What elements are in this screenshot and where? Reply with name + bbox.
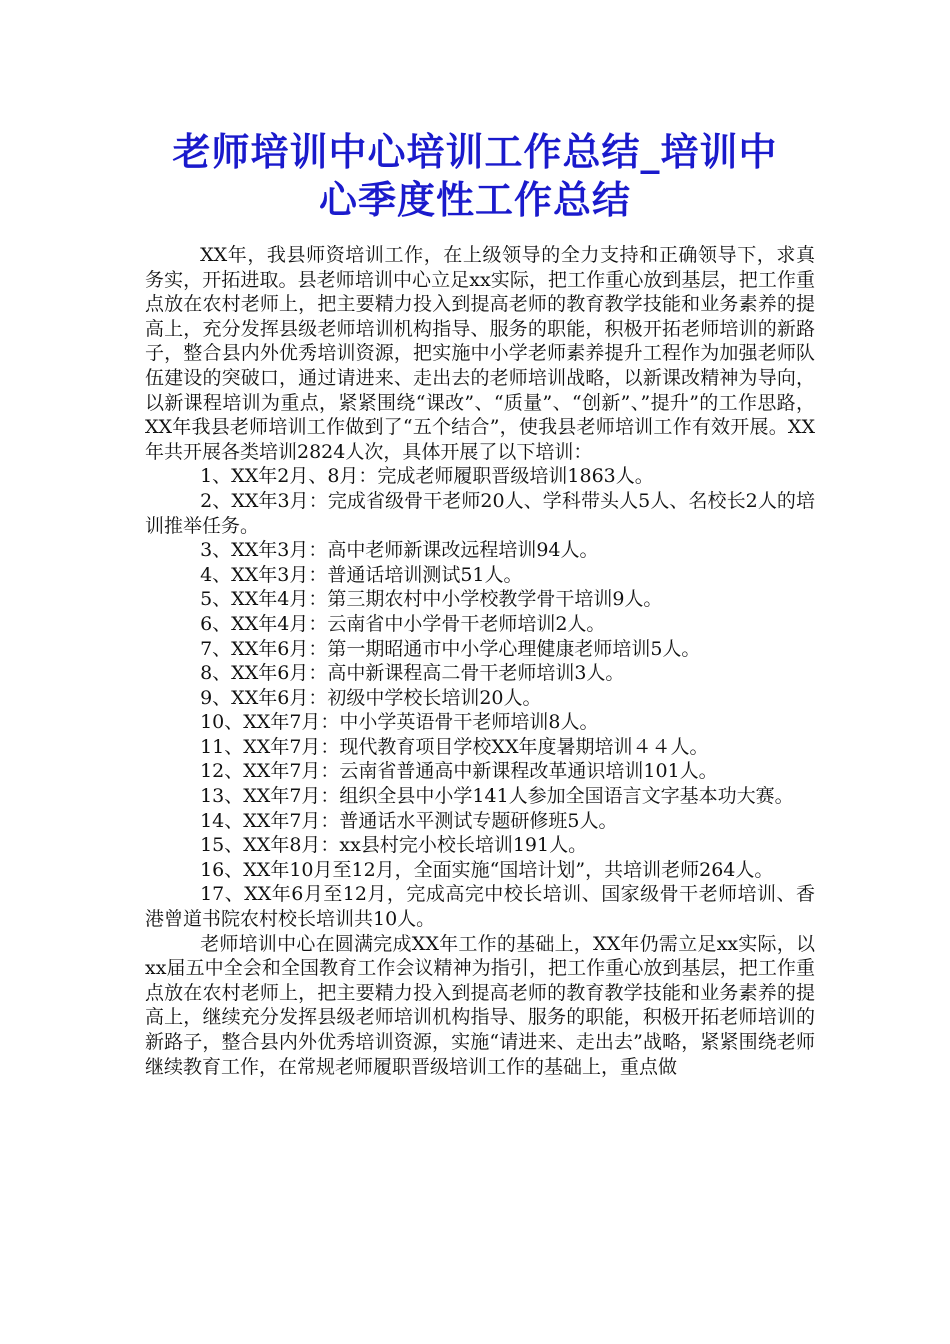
list-item-6: 6、XX年4月：云南省中小学骨干老师培训2人。 xyxy=(200,612,606,635)
list-item-14: 14、XX年7月：普通话水平测试专题研修班5人。 xyxy=(200,809,618,832)
list-item-1: 1、XX年2月、8月：完成老师履职晋级培训1863人。 xyxy=(200,465,654,488)
list-item-17: 17、XX年6月至12月，完成高完中校长培训、国家级骨干老师培训、香港曾道书院农村校长培训共10人。 xyxy=(145,883,815,931)
document-title xyxy=(120,128,830,224)
list-item-15: 15、XX年8月：xx县村完小校长培训191人。 xyxy=(200,834,588,857)
document-body xyxy=(145,243,815,1079)
intro-paragraph: XX年，我县师资培训工作，在上级领导的全力支持和正确领导下，求真务实，开拓进取。县老师培训中心立足xx实际，把工作重心放到基层，把工作重点放在农村老师上，把主要精力投入到提高老师的教育教学技能和业务素养的提高上，充分发挥县级老师培训机构指导、服务的职能，积极开拓老师培训的新路子，整合县内外优秀培训资源，把实施中小学老师素养提升工程作为加强老师队伍建设的突破口，通过请进来、走出去的老师培训战略，以新课改精神为导向，以新课程培训为重点，紧紧围绕“课改”、“质量”、“创新”、”提升”的工作思路，XX年我县老师培训工作做到了“五个结合”，使我县老师培训工作有效开展。XX年共开展各类培训2824人次，具体开展了以下培训： xyxy=(145,244,815,463)
list-item-11: 11、XX年7月：现代教育项目学校XX年度暑期培训４４人。 xyxy=(200,735,709,758)
title-line-2: 心季度性工作总结 xyxy=(318,178,631,222)
list-item-7: 7、XX年6月：第一期昭通市中小学心理健康老师培训5人。 xyxy=(200,637,701,660)
list-item-12: 12、XX年7月：云南省普通高中新课程改革通识培训101人。 xyxy=(200,760,718,783)
list-item-9: 9、XX年6月：初级中学校长培训20人。 xyxy=(200,686,542,709)
list-item-8: 8、XX年6月：高中新课程高二骨干老师培训3人。 xyxy=(200,662,625,685)
list-item-3: 3、XX年3月：高中老师新课改远程培训94人。 xyxy=(200,539,599,562)
list-item-5: 5、XX年4月：第三期农村中小学校教学骨干培训9人。 xyxy=(200,588,663,611)
closing-paragraph: 老师培训中心在圆满完成XX年工作的基础上，XX年仍需立足xx实际，以xx届五中全会和全国教育工作会议精神为指引，把工作重心放到基层，把工作重点放在农村老师上，把主要精力投入到提高老师的教育教学技能和业务素养的提高上，继续充分发挥县级老师培训机构指导、服务的职能，积极开拓老师培训的新路子，整合县内外优秀培训资源，实施“请进来、走出去”战略，紧紧围绕老师继续教育工作，在常规老师履职晋级培训工作的基础上，重点做 xyxy=(145,932,815,1078)
list-item-4: 4、XX年3月：普通话培训测试51人。 xyxy=(200,563,523,586)
title-line-1: 老师培训中心培训工作总结_培训中 xyxy=(172,130,778,174)
list-item-13: 13、XX年7月：组织全县中小学141人参加全国语言文字基本功大赛。 xyxy=(200,785,794,808)
list-item-10: 10、XX年7月：中小学英语骨干老师培训8人。 xyxy=(200,711,599,734)
list-item-16: 16、XX年10月至12月，全面实施“国培计划”，共培训老师264人。 xyxy=(200,858,774,881)
list-item-2: 2、XX年3月：完成省级骨干老师20人、学科带头人5人、名校长2人的培训推举任务。 xyxy=(145,489,815,537)
